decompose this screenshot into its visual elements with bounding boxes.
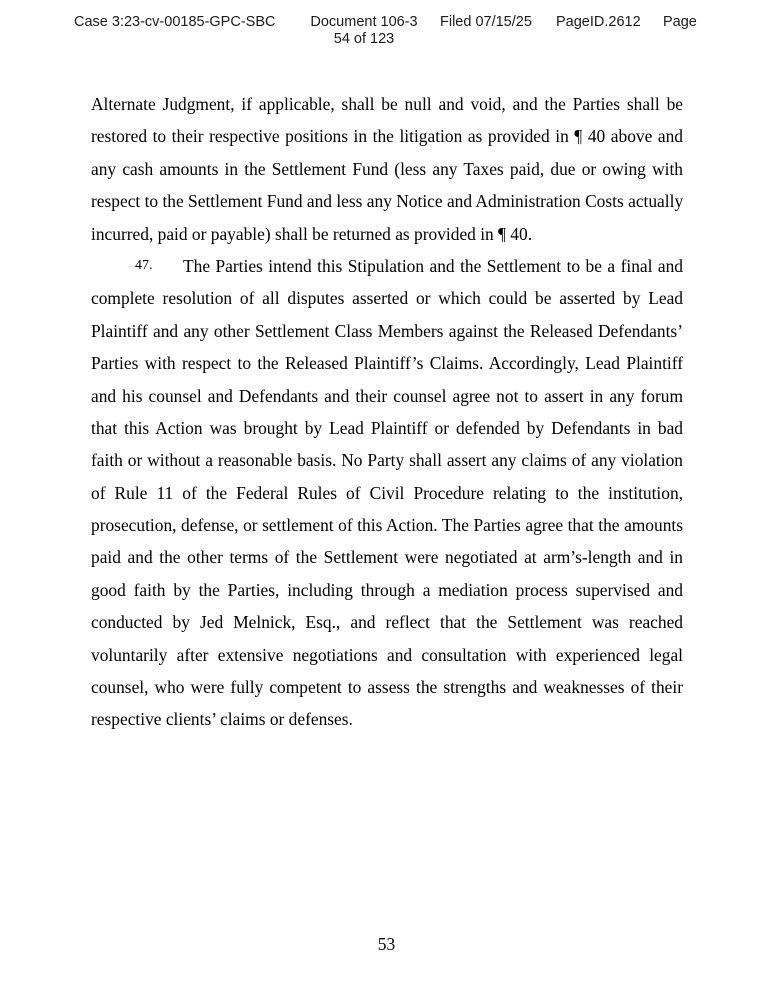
header-document-line2: 54 of 123: [333, 31, 395, 47]
body-line: counsel, who were fully competent to assess the strengths and weaknesses of their: [91, 677, 683, 698]
body-line: good faith by the Parties, including through a mediation process supervised and: [91, 579, 683, 600]
header-page-id: PageID.2612: [556, 14, 641, 30]
page-number: 53: [377, 934, 396, 954]
body-line: complete resolution of all disputes asserted or which could be asserted by Lead: [91, 288, 683, 309]
body-line: Alternate Judgment, if applicable, shall be null and void, and the Parties shall be: [91, 94, 683, 114]
body-line: that this Action was brought by Lead Plaintiff or defended by Defendants in bad: [91, 417, 683, 438]
paragraph-number: 47.: [135, 257, 153, 273]
body-line: Plaintiff and any other Settlement Class Members against the Released Defendants’: [91, 320, 683, 341]
body-line: incurred, paid or payable) shall be returned as provided in ¶ 40.: [91, 223, 533, 244]
paragraph-first-text: The Parties intend this Stipulation and the Settlement to be a final and: [183, 255, 683, 276]
body-line: Parties with respect to the Released Plaintiff’s Claims. Accordingly, Lead Plaintiff: [91, 353, 683, 374]
body-line: paid and the other terms of the Settlement were negotiated at arm’s-length and in: [91, 547, 683, 568]
body-line: of Rule 11 of the Federal Rules of Civil Procedure relating to the institution,: [91, 482, 683, 503]
body-line: prosecution, defense, or settlement of this Action. The Parties agree that the amounts: [91, 515, 683, 536]
body-line: faith or without a reasonable basis. No Party shall assert any claims of any violation: [91, 450, 683, 471]
paragraph-first-line: [91, 250, 683, 282]
header-page-label: Page: [663, 14, 697, 30]
body-line: any cash amounts in the Settlement Fund (less any Taxes paid, due or owing with: [91, 158, 683, 179]
header-document-line1: Document 106-3: [310, 14, 418, 30]
body-line: respective clients’ claims or defenses.: [91, 709, 353, 730]
header-case-number: Case 3:23-cv-00185-GPC-SBC: [74, 14, 276, 30]
document-header: [0, 14, 773, 50]
header-document-number: [306, 14, 422, 48]
body-line: conducted by Jed Melnick, Esq., and reflect that the Settlement was reached: [91, 612, 683, 633]
body-line: respect to the Settlement Fund and less any Notice and Administration Costs actually: [91, 191, 684, 212]
header-filed-date: Filed 07/15/25: [440, 14, 532, 30]
body-line: voluntarily after extensive negotiations and consultation with experienced legal: [91, 644, 683, 665]
document-body: [91, 88, 683, 736]
body-line: and his counsel and Defendants and their counsel agree not to assert in any forum: [91, 385, 683, 406]
body-line: restored to their respective positions in the litigation as provided in ¶ 40 above and: [91, 126, 683, 147]
